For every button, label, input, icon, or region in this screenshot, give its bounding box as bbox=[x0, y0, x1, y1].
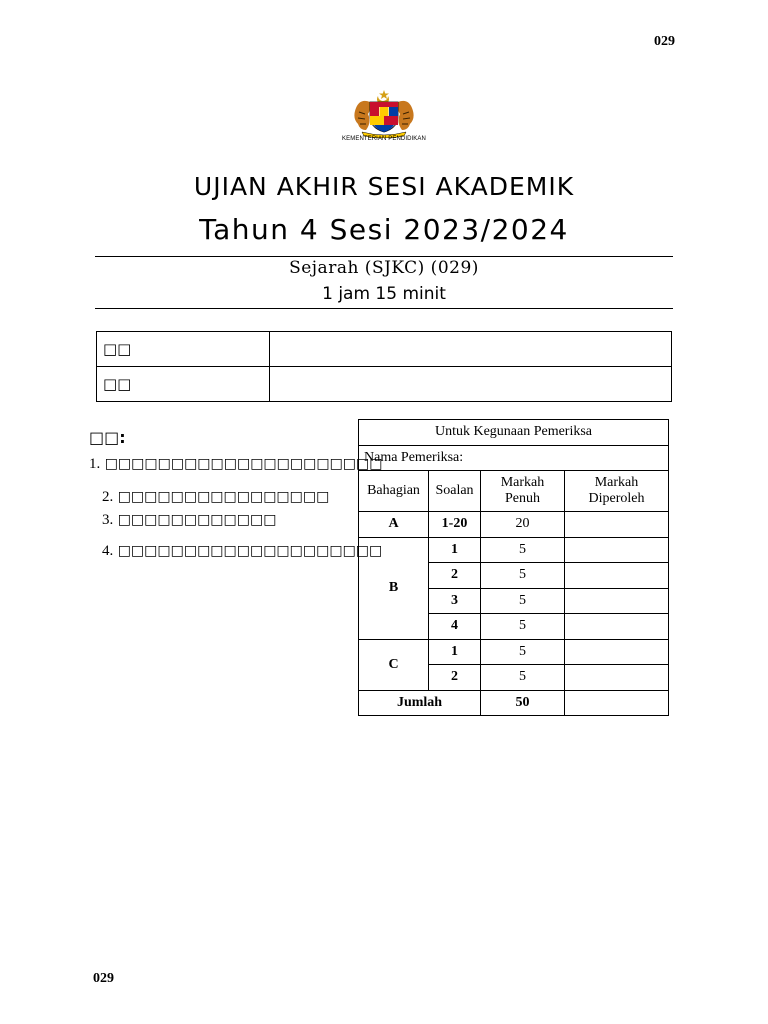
header-bahagian: Bahagian bbox=[359, 471, 429, 512]
header-markah-diperoleh: Markah Diperoleh bbox=[565, 471, 669, 512]
examiner-name-row bbox=[359, 445, 669, 471]
instruction-item bbox=[102, 489, 329, 506]
full-marks: 20 bbox=[481, 512, 565, 538]
instruction-text: □□□□□□□□□□□□□□□□□□□□□ bbox=[104, 456, 383, 472]
question-number: 2 bbox=[429, 665, 481, 691]
student-info-field[interactable] bbox=[270, 367, 672, 402]
question-number: 4 bbox=[429, 614, 481, 640]
question-number: 3 bbox=[429, 588, 481, 614]
section-name: B bbox=[359, 537, 429, 639]
full-marks: 5 bbox=[481, 588, 565, 614]
question-number: 1-20 bbox=[429, 512, 481, 538]
obtained-marks-cell[interactable] bbox=[565, 639, 669, 665]
instruction-item bbox=[102, 543, 382, 560]
table-row bbox=[359, 639, 669, 665]
instruction-item bbox=[102, 512, 276, 529]
examiner-table-header bbox=[359, 471, 669, 512]
instruction-number: 1. bbox=[89, 456, 101, 472]
student-info-row bbox=[97, 332, 672, 367]
total-label: Jumlah bbox=[359, 690, 481, 716]
student-info-row bbox=[97, 367, 672, 402]
paper-code-bottom: 029 bbox=[93, 971, 114, 986]
ministry-label: KEMENTERIAN PENDIDIKAN bbox=[342, 136, 426, 142]
obtained-marks-cell[interactable] bbox=[565, 665, 669, 691]
exam-title: UJIAN AKHIR SESI AKADEMIK bbox=[193, 172, 575, 201]
instruction-number: 3. bbox=[102, 512, 114, 528]
student-info-field[interactable] bbox=[270, 332, 672, 367]
title-rule-top bbox=[95, 256, 673, 257]
table-row bbox=[359, 537, 669, 563]
obtained-marks-cell[interactable] bbox=[565, 588, 669, 614]
exam-year-session: Tahun 4 Sesi 2023/2024 bbox=[199, 213, 569, 246]
question-number: 2 bbox=[429, 563, 481, 589]
question-number: 1 bbox=[429, 639, 481, 665]
obtained-marks-cell[interactable] bbox=[565, 537, 669, 563]
paper-code-top: 029 bbox=[654, 34, 675, 49]
total-obtained-cell[interactable] bbox=[565, 690, 669, 716]
total-marks: 50 bbox=[481, 690, 565, 716]
student-info-label: □□ bbox=[97, 367, 270, 402]
full-marks: 5 bbox=[481, 665, 565, 691]
section-name: C bbox=[359, 639, 429, 690]
instructions-heading: □□: bbox=[89, 428, 126, 447]
full-marks: 5 bbox=[481, 639, 565, 665]
examiner-name-label[interactable]: Nama Pemeriksa: bbox=[359, 445, 669, 471]
student-info-label: □□ bbox=[97, 332, 270, 367]
instruction-number: 4. bbox=[102, 543, 114, 559]
student-info-table bbox=[96, 331, 672, 402]
title-rule-bottom bbox=[95, 308, 673, 309]
coat-of-arms-icon bbox=[350, 88, 418, 138]
instruction-item bbox=[89, 456, 382, 473]
exam-duration: 1 jam 15 minit bbox=[322, 284, 446, 304]
header-markah-penuh: Markah Penuh bbox=[481, 471, 565, 512]
instruction-text: □□□□□□□□□□□□ bbox=[117, 512, 277, 528]
obtained-marks-cell[interactable] bbox=[565, 563, 669, 589]
obtained-marks-cell[interactable] bbox=[565, 512, 669, 538]
instruction-text: □□□□□□□□□□□□□□□□ bbox=[117, 489, 330, 505]
examiner-table bbox=[358, 419, 669, 716]
full-marks: 5 bbox=[481, 537, 565, 563]
instruction-number: 2. bbox=[102, 489, 114, 505]
header-soalan: Soalan bbox=[429, 471, 481, 512]
examiner-table-title-row bbox=[359, 420, 669, 446]
instruction-text: □□□□□□□□□□□□□□□□□□□□ bbox=[117, 543, 383, 559]
examiner-table-title: Untuk Kegunaan Pemeriksa bbox=[359, 420, 669, 446]
full-marks: 5 bbox=[481, 614, 565, 640]
total-row bbox=[359, 690, 669, 716]
full-marks: 5 bbox=[481, 563, 565, 589]
question-number: 1 bbox=[429, 537, 481, 563]
table-row bbox=[359, 512, 669, 538]
section-name: A bbox=[359, 512, 429, 538]
exam-subject: Sejarah (SJKC) (029) bbox=[289, 258, 479, 278]
obtained-marks-cell[interactable] bbox=[565, 614, 669, 640]
